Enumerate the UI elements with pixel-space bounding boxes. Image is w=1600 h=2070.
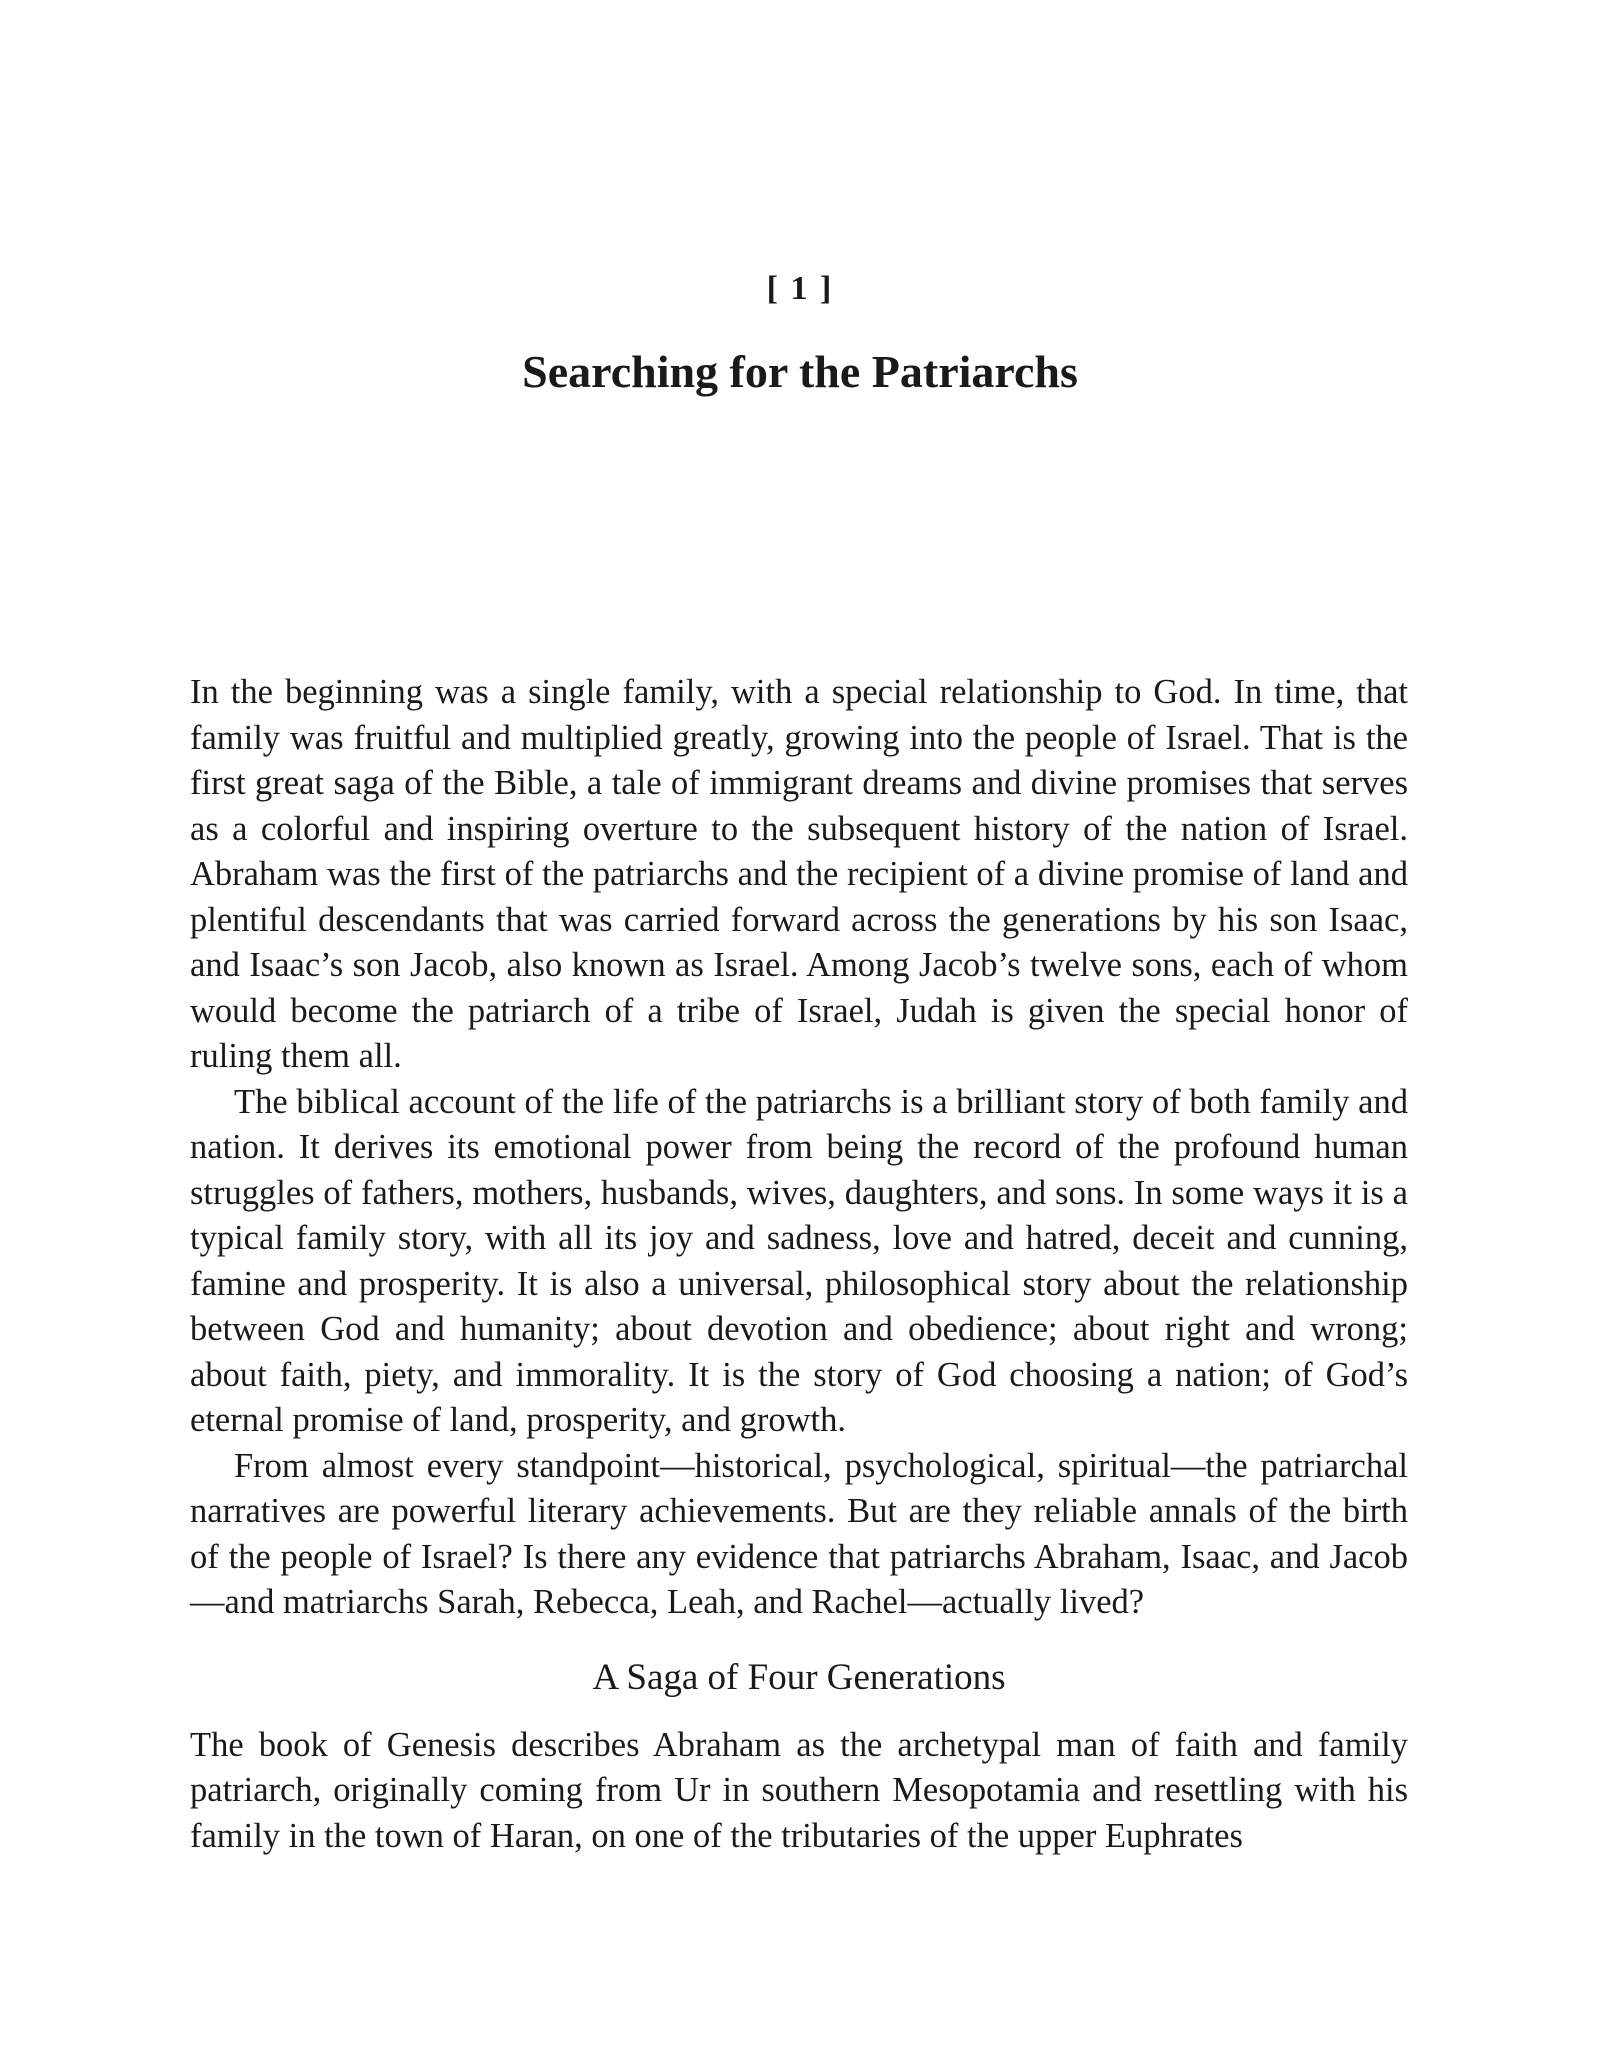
body-text xyxy=(190,670,1408,1859)
paragraph-2: The biblical account of the life of the patriarchs is a brilliant story of both family and nation. It derives its emotional power from being the record of the profound human struggles of fathers, mothers, husbands, wives, daughters, and sons. In some ways it is a typical family story, with all its joy and sadness, love and hatred, deceit and cunning, famine and prosperity. It is also a universal, philosophical story about the relationship between God and humanity; about devotion and obedience; about right and wrong; about faith, piety, and immorality. It is the story of God choosing a nation; of God’s eternal promise of land, prosperity, and growth. xyxy=(190,1082,1408,1439)
paragraph-3: From almost every standpoint—historical, psychological, spiritual—the patriarchal narratives are powerful literary achievements. But are they reliable annals of the birth of the people of Israel? Is there any evidence that patriarchs Abraham, Isaac, and Jacob—and matriarchs Sarah, Rebecca, Leah, and Rachel—actually lived? xyxy=(190,1446,1408,1621)
paragraph-1: In the beginning was a single family, with a special relationship to God. In time, that family was fruitful and multiplied greatly, growing into the people of Israel. That is the first great saga of the Bible, a tale of immigrant dreams and divine promises that serves as a colorful and inspiring overture to the subsequent history of the nation of Israel. Abraham was the first of the patriarchs and the recipient of a divine promise of land and plentiful descendants that was carried forward across the generations by his son Isaac, and Isaac’s son Jacob, also known as Israel. Among Jacob’s twelve sons, each of whom would become the patriarch of a tribe of Israel, Judah is given the special honor of ruling them all. xyxy=(190,673,1408,1075)
section-heading: A Saga of Four Generations xyxy=(592,1656,1006,1698)
chapter-number: [ 1 ] xyxy=(766,270,834,307)
section-paragraph-1: The book of Genesis describes Abraham as the archetypal man of faith and family patriarch, originally coming from Ur in southern Mesopotamia and resettling with his family in the town of Haran, on one of the tributaries of the upper Euphrates xyxy=(190,1725,1408,1855)
chapter-title: Searching for the Patriarchs xyxy=(522,346,1078,397)
